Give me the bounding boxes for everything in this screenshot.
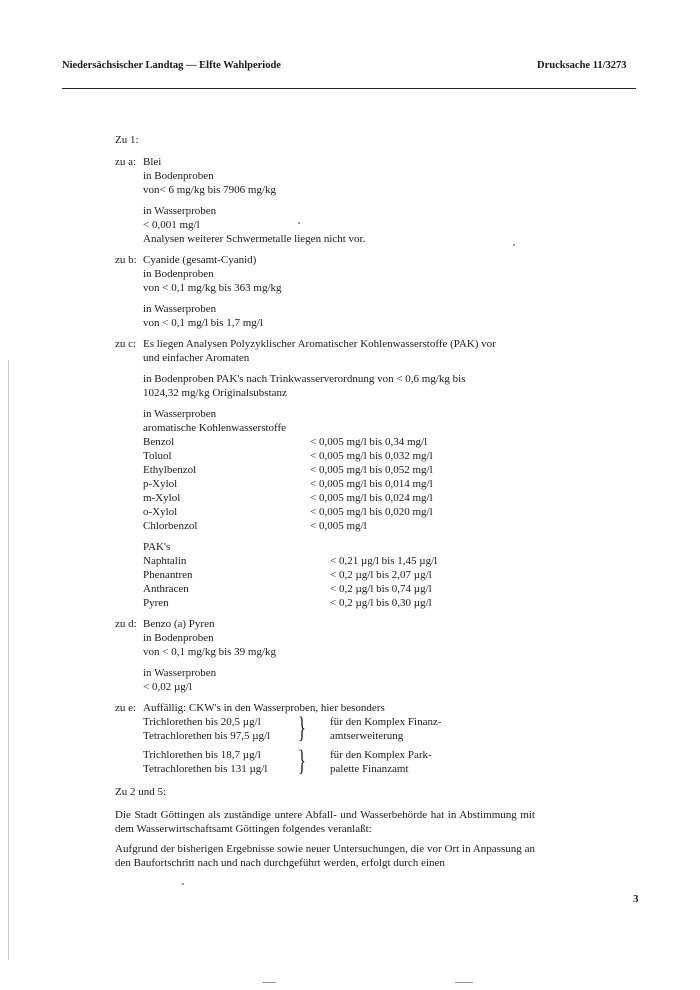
pak-heading: PAK's bbox=[143, 541, 171, 553]
complex-label: amtserweiterung bbox=[330, 730, 404, 742]
soil-heading-b: in Bodenproben bbox=[143, 268, 214, 280]
scan-edge-line bbox=[8, 360, 9, 960]
curly-brace: } bbox=[298, 711, 306, 744]
water-heading-b: in Wasserproben bbox=[143, 303, 217, 315]
pak-name: Phenantren bbox=[143, 569, 193, 581]
aromatic-value: < 0,005 mg/l bis 0,024 mg/l bbox=[310, 492, 433, 504]
section-heading-2: Zu 2 und 5: bbox=[115, 786, 167, 798]
aromatic-value: < 0,005 mg/l bis 0,014 mg/l bbox=[310, 478, 433, 490]
pak-value: < 0,2 µg/l bis 0,30 µg/l bbox=[330, 597, 432, 609]
aromatic-name: Chlorbenzol bbox=[143, 520, 198, 532]
pak-value: < 0,2 µg/l bis 0,74 µg/l bbox=[330, 583, 432, 595]
intro-line-1-c: Es liegen Analysen Polyzyklischer Aromatischer Kohlenwasserstoffe (PAK) vor bbox=[143, 338, 496, 350]
scan-speck bbox=[298, 222, 300, 224]
pak-value: < 0,21 µg/l bis 1,45 µg/l bbox=[330, 555, 438, 567]
aromatic-name: m-Xylol bbox=[143, 492, 181, 504]
water-heading-a: in Wasserproben bbox=[143, 205, 217, 217]
item-label-a: zu a: bbox=[115, 156, 137, 168]
item-title-b: Cyanide (gesamt-Cyanid) bbox=[143, 254, 257, 266]
pak-name: Pyren bbox=[143, 597, 169, 609]
aromatic-value: < 0,005 mg/l bis 0,052 mg/l bbox=[310, 464, 433, 476]
page-number: 3 bbox=[633, 893, 639, 905]
ckw-line: Tetrachlorethen bis 97,5 µg/l bbox=[143, 730, 271, 742]
soil-line-1-c: in Bodenproben PAK's nach Trinkwasserverordnung von < 0,6 mg/kg bis bbox=[143, 373, 466, 385]
aromatic-name: o-Xylol bbox=[143, 506, 178, 518]
water-value-a: < 0,001 mg/l bbox=[143, 219, 200, 231]
document-number: Drucksache 11/3273 bbox=[537, 60, 627, 71]
curly-brace: } bbox=[298, 744, 306, 777]
pak-name: Anthracen bbox=[143, 583, 189, 595]
soil-line-2-c: 1024,32 mg/kg Originalsubstanz bbox=[143, 387, 287, 399]
scan-speck bbox=[182, 883, 184, 885]
item-label-d: zu d: bbox=[115, 618, 137, 630]
water-range-b: von < 0,1 mg/l bis 1,7 mg/l bbox=[143, 317, 263, 329]
paragraph: Die Stadt Göttingen als zuständige untere Abfall- und Wasserbehörde hat in Abstimmung mit dem Wasserwirtschaftsamt Göttingen folgendes veranlaßt: bbox=[115, 809, 535, 835]
water-heading-d: in Wasserproben bbox=[143, 667, 217, 679]
aromatic-value: < 0,005 mg/l bis 0,34 mg/l bbox=[310, 436, 428, 448]
water-value-d: < 0,02 µg/l bbox=[143, 681, 192, 693]
item-title-a: Blei bbox=[143, 156, 162, 168]
note-a: Analysen weiterer Schwermetalle liegen nicht vor. bbox=[143, 233, 366, 245]
item-label-c: zu c: bbox=[115, 338, 137, 350]
scan-speck bbox=[455, 982, 473, 983]
aromatic-value: < 0,005 mg/l bbox=[310, 520, 367, 532]
water-heading-c: in Wasserproben bbox=[143, 408, 217, 420]
pak-name: Naphtalin bbox=[143, 555, 187, 567]
soil-range-d: von < 0,1 mg/kg bis 39 mg/kg bbox=[143, 646, 277, 658]
soil-range-a: von< 6 mg/kg bis 7906 mg/kg bbox=[143, 184, 277, 196]
complex-label: für den Komplex Park- bbox=[330, 749, 432, 761]
item-title-d: Benzo (a) Pyren bbox=[143, 618, 215, 630]
soil-heading-d: in Bodenproben bbox=[143, 632, 214, 644]
aromatics-heading: aromatische Kohlenwasserstoffe bbox=[143, 422, 287, 434]
complex-label: palette Finanzamt bbox=[330, 763, 409, 775]
running-header-left: Niedersächsischer Landtag — Elfte Wahlperiode bbox=[62, 60, 281, 71]
ckw-line: Tetrachlorethen bis 131 µg/l bbox=[143, 763, 268, 775]
pak-value: < 0,2 µg/l bis 2,07 µg/l bbox=[330, 569, 432, 581]
scan-speck bbox=[513, 244, 515, 246]
item-label-e: zu e: bbox=[115, 702, 137, 714]
aromatic-name: Ethylbenzol bbox=[143, 464, 197, 476]
aromatic-name: p-Xylol bbox=[143, 478, 178, 490]
aromatic-name: Toluol bbox=[143, 450, 172, 462]
header-rule bbox=[62, 88, 636, 89]
scan-speck bbox=[262, 982, 276, 983]
section-heading-1: Zu 1: bbox=[115, 134, 139, 146]
soil-heading-a: in Bodenproben bbox=[143, 170, 214, 182]
item-title-e: Auffällig: CKW's in den Wasserproben, hier besonders bbox=[143, 702, 385, 714]
intro-line-2-c: und einfacher Aromaten bbox=[143, 352, 250, 364]
ckw-line: Trichlorethen bis 18,7 µg/l bbox=[143, 749, 261, 761]
aromatic-value: < 0,005 mg/l bis 0,032 mg/l bbox=[310, 450, 433, 462]
item-label-b: zu b: bbox=[115, 254, 137, 266]
ckw-line: Trichlorethen bis 20,5 µg/l bbox=[143, 716, 261, 728]
aromatic-value: < 0,005 mg/l bis 0,020 mg/l bbox=[310, 506, 433, 518]
paragraph: Aufgrund der bisherigen Ergebnisse sowie neuer Untersuchungen, die vor Ort in Anpassung an den Baufortschritt nach und nach durchgeführt werden, erfolgt durch einen bbox=[115, 843, 535, 869]
soil-range-b: von < 0,1 mg/kg bis 363 mg/kg bbox=[143, 282, 282, 294]
aromatic-name: Benzol bbox=[143, 436, 175, 448]
complex-label: für den Komplex Finanz- bbox=[330, 716, 442, 728]
